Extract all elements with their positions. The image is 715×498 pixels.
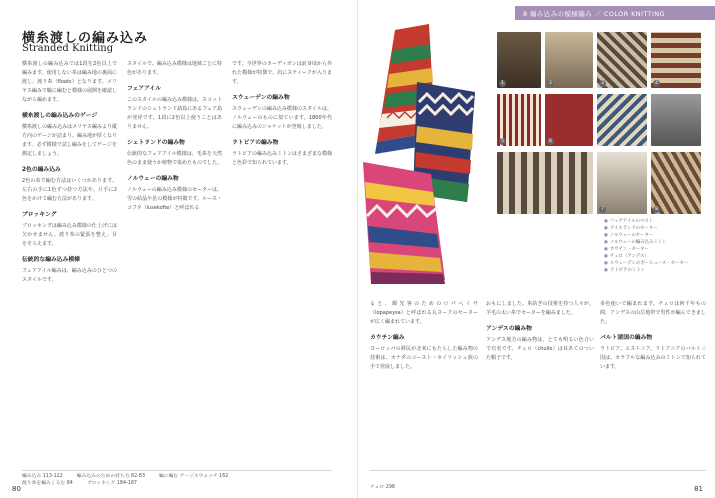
paragraph: ヨーロッパの移民が北米にもたらした編み物の技術は、カナダのコースト・セイリッシュ族の手で発展しました。 [370, 346, 478, 370]
section-label: 8 編み込みの模様編み ／ COLOR KNITTING [523, 9, 665, 18]
paragraph: 横糸渡しの編み込みはメリヤス編みより縦方向のゲージが詰まり、編み地が厚くなります。必ず模様で試し編みをしてゲージを測定しましょう。 [22, 124, 117, 157]
cross-reference[interactable]: ブロッキング 184-187 [86, 481, 137, 486]
subheading: スウェーデンの編み物 [232, 95, 290, 101]
subheading: カウチン編み [370, 335, 405, 341]
subheading: アンデスの編み物 [486, 326, 532, 332]
paragraph: です。全世界のカーディガンは前身頃から外れた模様が特徴で、肩にスティークが入ります。 [232, 61, 332, 85]
paragraph: 2色の糸で編む方法はいくつかあります。左右の手に1色ずつ持つ方法や、片手に2色をかけて編む方法があります。 [22, 178, 117, 202]
page-number-left: 80 [12, 485, 21, 493]
footer-rule-left [22, 470, 332, 471]
cross-reference[interactable]: 輪に編む ゲージスウォッチ 162 [159, 474, 229, 479]
subheading: 伝統的な編み込み模様 [22, 257, 80, 263]
photo-number: 6 [547, 138, 554, 145]
cross-reference-right[interactable]: チュロ 298 [370, 485, 395, 490]
paragraph: 横糸渡しの編み込みでは1段を2色以上で編みます。使用しない糸は編み地の裏面に渡し、渡り糸（floats）となります。メリヤス編みで輪に編むと模様の展開を確認しながら編めます。 [22, 61, 117, 103]
cross-reference[interactable]: 渡り糸を編みくるむ 84 [22, 481, 73, 486]
subheading: シェトランドの編み物 [127, 140, 185, 146]
photo-cowichan [497, 152, 593, 214]
text-column-4 [370, 300, 478, 480]
page-title-en: Stranded Knitting [22, 43, 114, 54]
paragraph: おもにしました。糸紡ぎの技術を持つ人々が、羊毛の太い糸でセーターを編みました。 [486, 301, 594, 316]
paragraph: ノルウェーの編み込み模様のセーターは、雪の結晶や星の模様が特徴です。ルース・コフタ（lusekofte）と呼ばれる [127, 187, 222, 211]
photo-number: 5 [499, 138, 506, 145]
hat-illustration [357, 22, 487, 287]
photo-number: 4 [653, 80, 660, 87]
footer-rule-right [370, 470, 706, 471]
section-header-strip [515, 6, 715, 20]
photo-captions [604, 218, 708, 274]
cross-reference[interactable]: 編み込み 113-122 [22, 474, 63, 479]
photo-number: 8 [653, 206, 660, 213]
caption-item: ● ノルウェーの編み込みミトン [604, 240, 667, 245]
subheading: ノルウェーの編み物 [127, 176, 179, 182]
caption-item: ● スウェーデンのボーヒュース・セーター [604, 261, 689, 266]
photo-woman-portrait [597, 152, 647, 214]
subheading: ブロッキング [22, 212, 57, 218]
subheading: 2色の編み込み [22, 167, 61, 173]
page-number-right: 81 [694, 485, 703, 493]
photo-number: 2 [547, 80, 554, 87]
caption-item: ● ラトビアのミトン [604, 268, 645, 273]
caption-item: ● カウチン・セーター [604, 247, 649, 252]
caption-item: ● アイスランドのセーター [604, 226, 658, 231]
cross-reference[interactable]: 編み込みのための持ち方 82-83 [76, 474, 145, 479]
subheading: 横糸渡しの編み込みのゲージ [22, 113, 98, 119]
paragraph: スウェーデンの編み込み模様のスタイルは、ノルウェーのものに似ています。1800年代に編み込みのジャケットが登場しました。 [232, 106, 332, 130]
photo-knit-detail [651, 32, 701, 88]
paragraph: ブロッキングは編み込み模様の仕上げには欠かせません。渡り糸の緊張を整え、目をそろえます。 [22, 223, 117, 247]
text-column-2 [127, 60, 222, 480]
paragraph: スタイルで、編み込み模様は地域ごとに特色があります。 [127, 61, 222, 76]
hat-illustration-area [357, 22, 487, 287]
text-column-6 [600, 300, 706, 480]
cross-reference-footer [22, 473, 228, 487]
paragraph: 多色使いで編まれます。チュロは何千年もの間、アンデスの山岳地帯で男性が編んできました。 [600, 301, 706, 325]
subheading: バルト諸国の編み物 [600, 335, 653, 341]
photo-vest [651, 152, 701, 214]
photo-grid [497, 32, 707, 217]
photo-number: 7 [599, 206, 606, 213]
paragraph: ラトビア、エストニア、リトアニアのバルト三国は、カラフルな編み込みのミトンで知られています。 [600, 346, 706, 370]
caption-item: ● フェアアイルのベスト [604, 219, 654, 224]
paragraph: ると、観光客のためのロパペイサ（lopapeysa）と呼ばれる丸ヨークのセーターが広く編まれています。 [370, 301, 478, 325]
text-column-1 [22, 60, 117, 480]
paragraph: アンデス地方の編み物は、とても明るい色合いで有名です。チュロ（chullo）は耳あてのついた帽子です。 [486, 337, 594, 361]
paragraph: このスタイルの編み込み模様は、スコットランドのシェトランド諸島にあるフェア島が発祥です。1段に2色以上使うことはありません。 [127, 97, 222, 130]
subheading: フェアアイル [127, 86, 161, 92]
paragraph: 伝統的なフェアアイル模様は、毛糸を天然色のまま使うか植物で染めたものでした。 [127, 151, 222, 166]
text-column-3 [232, 60, 332, 480]
subheading: ラトビアの編み物 [232, 140, 279, 146]
text-column-5 [486, 300, 594, 480]
photo-number: 3 [599, 80, 606, 87]
page-title-jp: 横糸渡しの編み込み [22, 31, 149, 46]
photo-scarf [597, 94, 647, 146]
paragraph: フェアアイル編みは、編み込みのひとつのスタイルです。 [22, 268, 117, 283]
caption-item: ● ノルウェーのセーター [604, 233, 654, 238]
photo-grey-sweater [651, 94, 701, 146]
photo-number: 1 [499, 80, 506, 87]
caption-item: ● チュロ（アンデス） [604, 254, 649, 259]
photo-patterned-sweater [597, 32, 647, 88]
paragraph: ラトビアの編み込みミトンはさまざまな模様と色彩で知られています。 [232, 151, 332, 166]
